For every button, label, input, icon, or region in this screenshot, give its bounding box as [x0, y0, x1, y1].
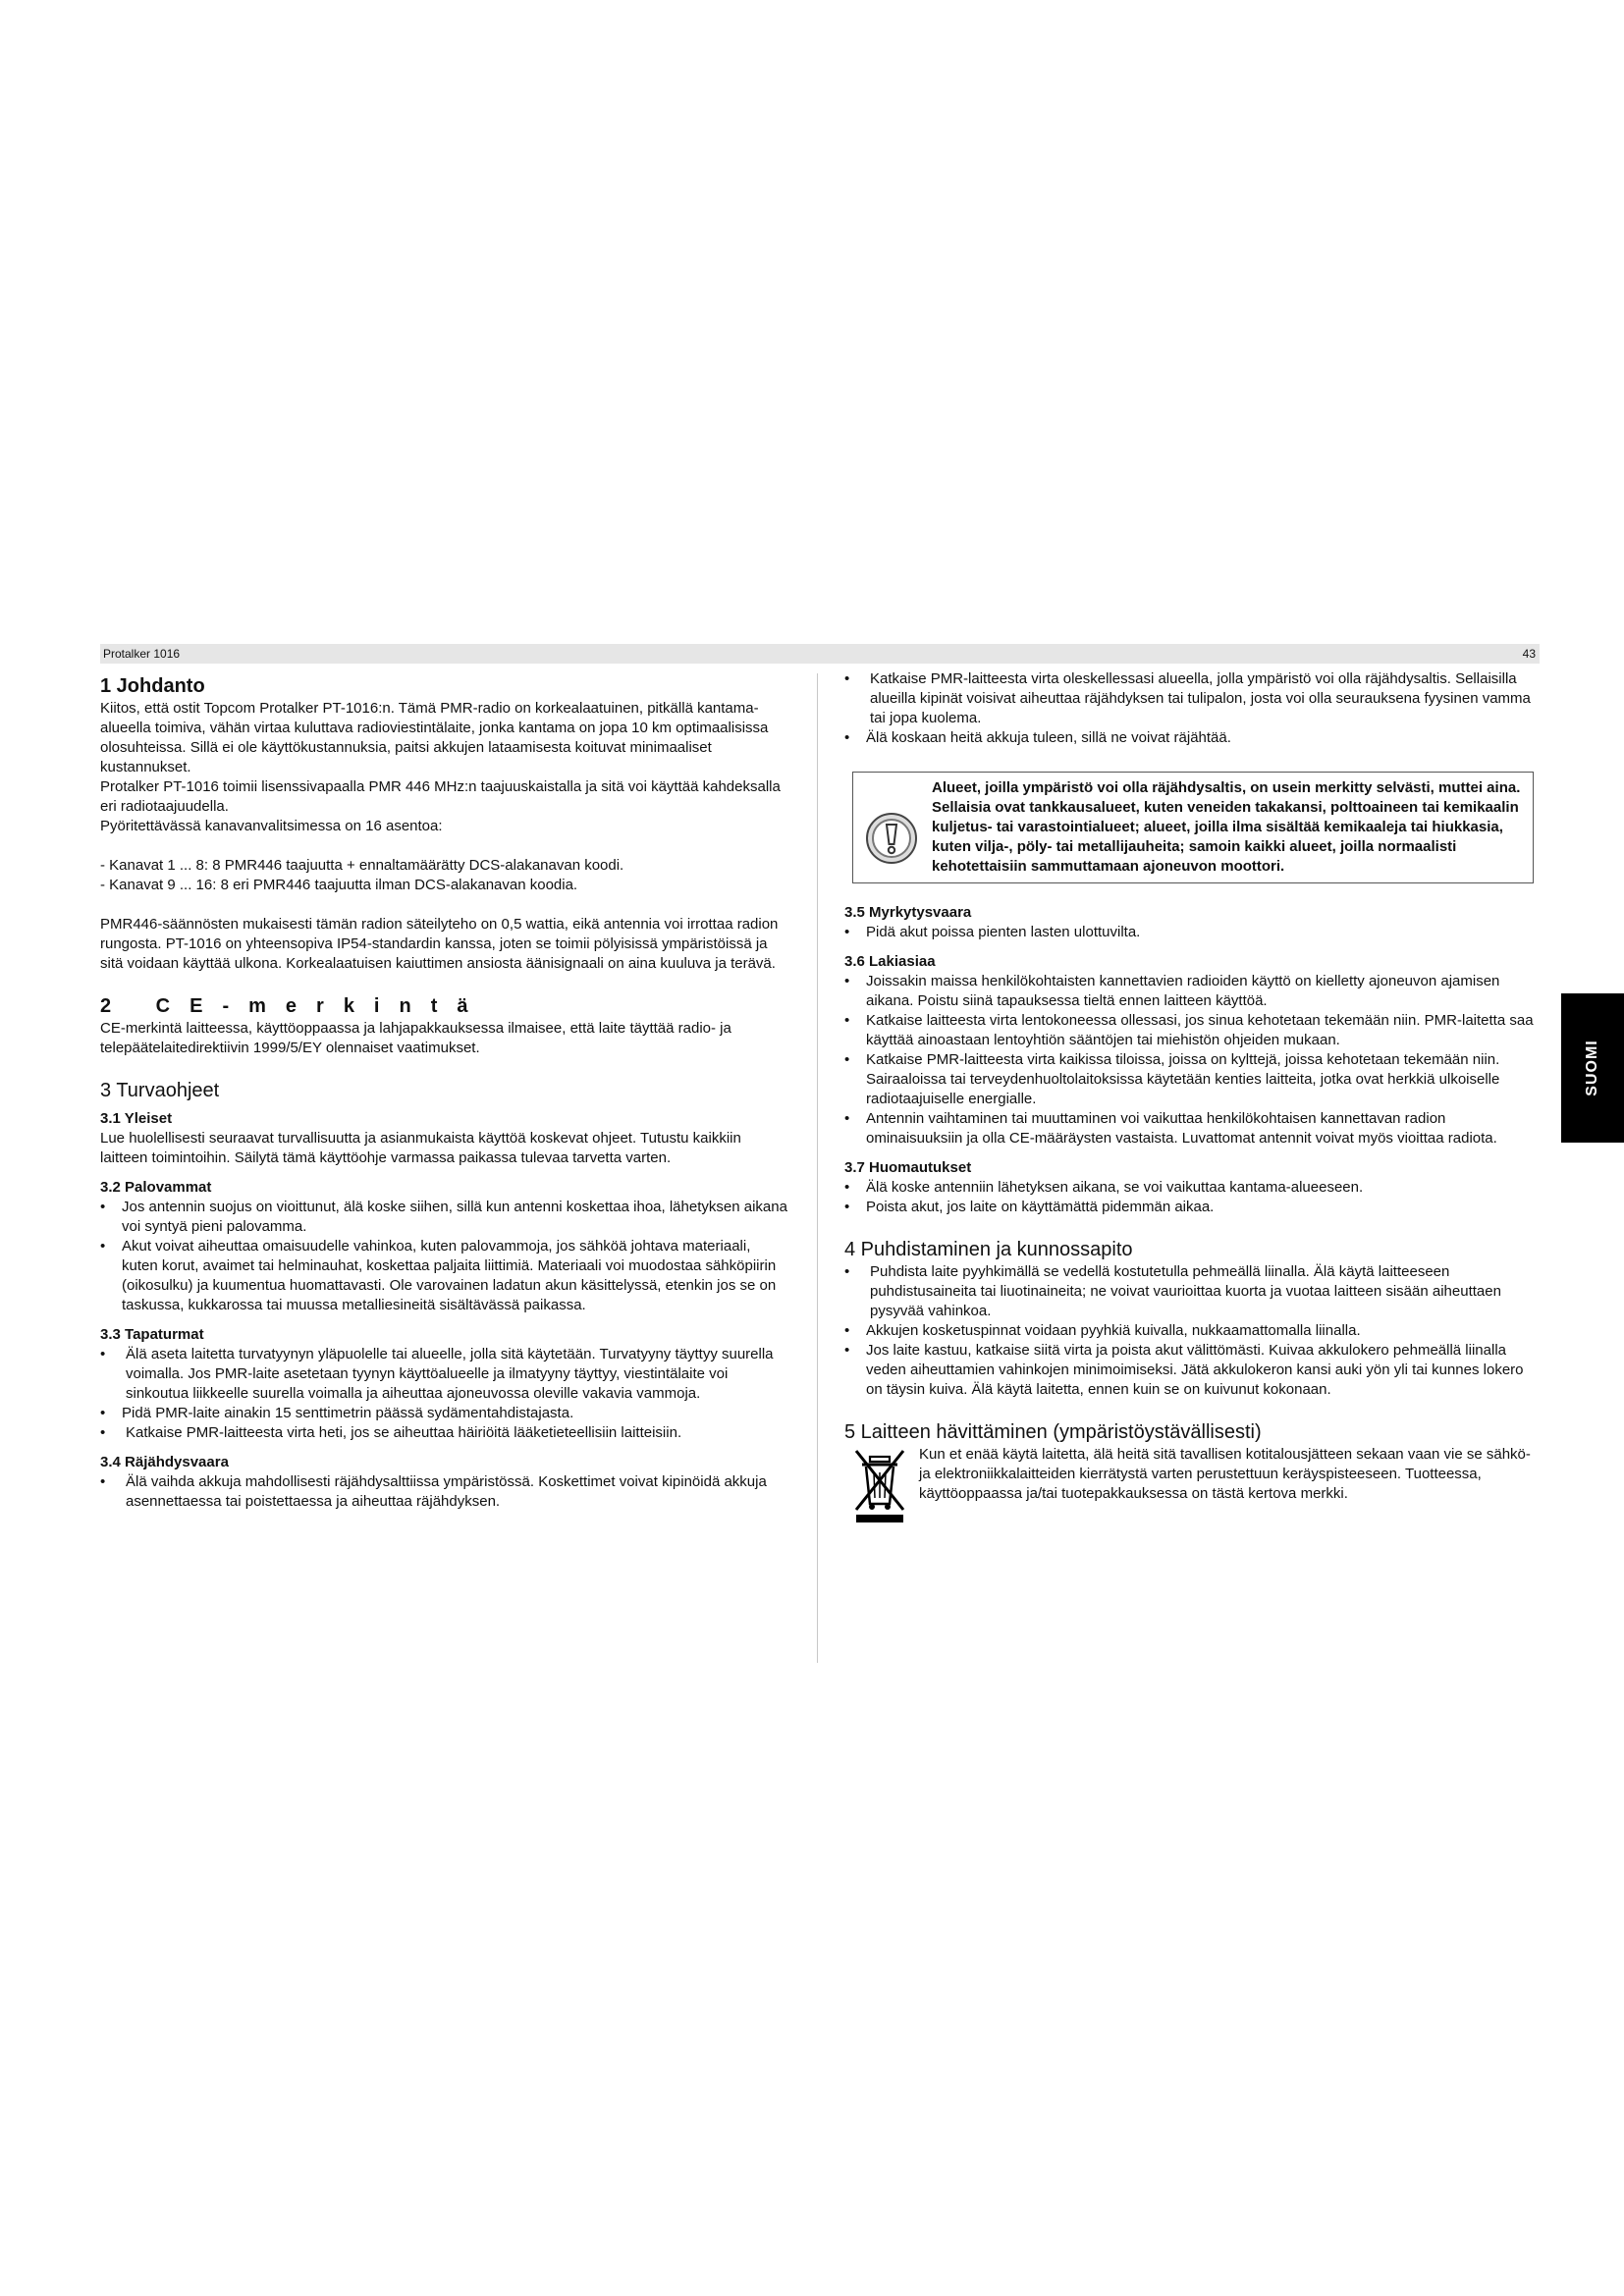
- section-4-title: 4 Puhdistaminen ja kunnossapito: [844, 1239, 1133, 1260]
- list-item: • Poista akut, jos laite on käyttämättä pidemmän aikaa.: [844, 1199, 1215, 1215]
- section-1-paragraph: Protalker PT-1016 toimii lisenssivapaalla PMR 446 MHz:n taajuuskaistalla ja sitä voi käyttää kahdeksalla eri radiotaajuudella.: [100, 778, 781, 815]
- list-item: • Jos antennin suojus on vioittunut, älä koske siihen, sillä kun antenni koskettaa ihoa, lähetyksen aikana voi syntyä pieni palovamma.: [100, 1199, 787, 1235]
- section-3-title: 3 Turvaohjeet: [100, 1080, 220, 1101]
- left-column: [100, 673, 787, 1512]
- section-2-paragraph: CE-merkintä laitteessa, käyttöoppaassa ja lahjapakkauksessa ilmaisee, että laite täyttää radio- ja telepäätelaitedirektiivin 1999/5/EY olennaiset vaatimukset.: [100, 1020, 731, 1056]
- subsection-3-1-title: 3.1 Yleiset: [100, 1110, 173, 1127]
- weee-crossed-bin-icon: [852, 1445, 907, 1523]
- warning-exclamation-icon: [865, 812, 918, 865]
- channel-list-item: - Kanavat 9 ... 16: 8 eri PMR446 taajuutta ilman DCS-alakanavan koodia.: [100, 877, 578, 893]
- list-item: • Joissakin maissa henkilökohtaisten kannettavien radioiden käyttö on kielletty ajoneuvon ajamisen aikana. Poistu siinä tapauksessa tieltä ennen laitteen käyttöä.: [844, 973, 1500, 1009]
- list-item: • Älä koskaan heitä akkuja tuleen, sillä ne voivat räjähtää.: [844, 729, 1231, 746]
- list-item: • Akut voivat aiheuttaa omaisuudelle vahinkoa, kuten palovammoja, jos sähköä johtava materiaali, kuten korut, avaimet tai helminauhat, koskettaa paljaita liittimiä. Materiaali voi muodostaa sähköpiirin (oikosulku) ja kuumentua huomattavasti. Ole varovainen ladatun akun käsittelyssä, etenkin jos se on taskussa, kukkarossa tai muussa metalliesineitä sisältävässä paikassa.: [100, 1238, 777, 1313]
- list-item: • Antennin vaihtaminen tai muuttaminen voi vaikuttaa henkilökohtaisen kannettavan radion ominaisuuksiin ja olla CE-määräysten vastaista. Luvattomat antennit voivat myös vioittaa radiota.: [844, 1110, 1497, 1147]
- list-item: • Pidä PMR-laite ainakin 15 senttimetrin päässä sydämentahdistajasta.: [100, 1405, 574, 1421]
- list-item: • Akkujen kosketuspinnat voidaan pyyhkiä kuivalla, nukkaamattomalla liinalla.: [844, 1322, 1361, 1339]
- right-column: [844, 669, 1536, 1523]
- list-item: • Älä vaihda akkuja mahdollisesti räjähdysalttiissa ympäristössä. Koskettimet voivat kipinöidä akkuja asennettaessa tai poistettaessa ja aiheuttaa räjähdyksen.: [100, 1473, 767, 1510]
- subsection-3-5-title: 3.5 Myrkytysvaara: [844, 904, 972, 921]
- language-tab: [1561, 993, 1624, 1143]
- section-5-title: 5 Laitteen hävittäminen (ympäristöystävällisesti): [844, 1421, 1262, 1443]
- list-item: • Pidä akut poissa pienten lasten ulottuvilta.: [844, 924, 1141, 940]
- list-item: • Älä koske antenniin lähetyksen aikana, se voi vaikuttaa kantama-alueeseen.: [844, 1179, 1364, 1196]
- section-1-paragraph: PMR446-säännösten mukaisesti tämän radion säteilyteho on 0,5 wattia, eikä antennia voi irrottaa radion rungosta. PT-1016 on yhteensopiva IP54-standardin kanssa, joten se toimii pölyisissä ympäristöissä ja sitä voidaan käyttää ulkona. Korkealaatuisen kaiuttimen ansiosta äänisignaali on aina kuuluva ja terävä.: [100, 916, 779, 972]
- section-1-paragraph: Kiitos, että ostit Topcom Protalker PT-1016:n. Tämä PMR-radio on korkealaatuinen, pitkällä kantama-alueella toimiva, vähän virtaa kuluttava radioviestintälaite, jonka kantama on jopa 10 km optimaalisissa olosuhteissa. Sillä ei ole käyttökustannuksia, paitsi akkujen lataamisesta koituvat minimaaliset kustannukset.: [100, 700, 769, 775]
- list-item: • Jos laite kastuu, katkaise siitä virta ja poista akut välittömästi. Kuivaa akkulokero pehmeällä liinalla veden aiheuttamien vahinkojen minimoimiseksi. Jätä akkulokeron kansi auki yön yli tai kunnes lokero on täysin kuiva. Älä käytä laitetta, ennen kuin se on kuivunut kokonaan.: [844, 1342, 1524, 1398]
- language-tab-label: SUOMI: [1584, 1040, 1600, 1096]
- list-item: • Älä aseta laitetta turvatyynyn yläpuolelle tai alueelle, jolla sitä käytetään. Turvatyyny täyttyy suurella voimalla. Jos PMR-laite asetetaan tyynyn käyttöalueelle ja ilmatyyny täyttyy, viestintälaite voi sinkoutua liikkeelle suurella voimalla ja aiheuttaa ajoneuvossa oleville vakavia vammoja.: [100, 1346, 774, 1402]
- section-1-title: 1 Johdanto: [100, 675, 205, 697]
- list-item: • Katkaise PMR-laitteesta virta oleskellessasi alueella, jolla ympäristö voi olla räjähdysaltis. Sellaisilla alueilla kipinät voisivat aiheuttaa räjähdyksen tai tulipalon, josta voi olla seurauksena fyysinen vamma tai jopa kuolema.: [844, 670, 1531, 726]
- warning-text: Alueet, joilla ympäristö voi olla räjähdysaltis, on usein merkitty selvästi, muttei aina. Sellaisia ovat tankkausalueet, kuten veneiden takakansi, polttoaineen tai kemikaalin kuljetus- tai varastointialueet; alueet, joilla ilma sisältää kemikaaleja tai hiukkasia, kuten vilja-, pöly- tai metallijauheita; samoin kaikki alueet, joilla normaalisti kehotettaisiin sammuttamaan ajoneuvon moottori.: [932, 779, 1521, 875]
- list-item: • Puhdista laite pyyhkimällä se vedellä kostutetulla pehmeällä liinalla. Älä käytä laitteeseen puhdistusaineita tai liuotinaineita; ne voivat vaurioittaa kuorta ja vuotaa laitteen sisään aiheuttaen pysyvää vahinkoa.: [844, 1263, 1501, 1319]
- list-item: • Katkaise PMR-laitteesta virta kaikissa tiloissa, joissa on kylttejä, joissa kehotetaan tekemään niin. Sairaaloissa tai terveydenhuoltolaitoksissa käytetään kenties laitteita, jotka ovat herkkiä ulkoiselle radiotaajuiselle energialle.: [844, 1051, 1500, 1107]
- page-number: 43: [1522, 647, 1536, 661]
- subsection-3-6-title: 3.6 Lakiasiaa: [844, 953, 936, 970]
- disposal-block: [844, 1445, 1536, 1523]
- subsection-3-2-title: 3.2 Palovammat: [100, 1179, 212, 1196]
- header-product-name: Protalker 1016: [103, 647, 181, 661]
- channel-list-item: - Kanavat 1 ... 8: 8 PMR446 taajuutta + ennaltamäärätty DCS-alakanavan koodi.: [100, 857, 624, 874]
- subsection-3-3-title: 3.3 Tapaturmat: [100, 1326, 204, 1343]
- section-2-title: 2 CE-merkintä: [100, 995, 488, 1017]
- section-1-paragraph: Pyöritettävässä kanavanvalitsimessa on 16 asentoa:: [100, 818, 443, 834]
- subsection-3-7-title: 3.7 Huomautukset: [844, 1159, 972, 1176]
- page-header: [100, 644, 1540, 664]
- disposal-paragraph: Kun et enää käytä laitetta, älä heitä sitä tavallisen kotitalousjätteen sekaan vaan vie se sähkö- ja elektroniikkalaitteiden kierrätystä varten perustettuun keräyspisteeseen. Tuotteessa, käyttöoppaassa ja/tai tuotepakkauksessa on tästä kertova merkki.: [919, 1446, 1531, 1502]
- list-item: • Katkaise PMR-laitteesta virta heti, jos se aiheuttaa häiriöitä lääketieteellisiin laitteisiin.: [100, 1424, 682, 1441]
- warning-box: [852, 772, 1534, 883]
- subsection-3-4-title: 3.4 Räjähdysvaara: [100, 1454, 229, 1470]
- column-divider: [817, 673, 818, 1663]
- list-item: • Katkaise laitteesta virta lentokoneessa ollessasi, jos sinua kehotetaan tekemään niin. PMR-laitetta saa käyttää ainoastaan lentoyhtiön sääntöjen tai miehistön ohjeiden mukaan.: [844, 1012, 1534, 1048]
- subsection-paragraph: Lue huolellisesti seuraavat turvallisuutta ja asianmukaista käyttöä koskevat ohjeet. Tutustu kaikkiin laitteen toimintoihin. Säilytä tämä käyttöohje varmassa paikassa tulevaa tarvetta varten.: [100, 1130, 741, 1166]
